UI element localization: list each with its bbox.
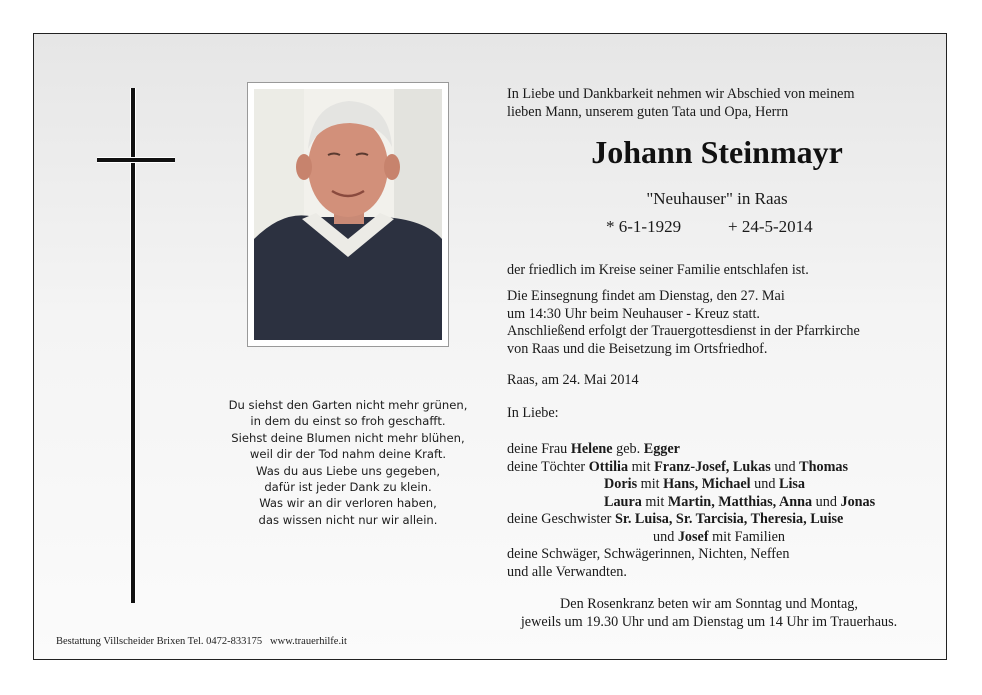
family-name: Sr. Luisa, Sr. Tarcisia, Theresia, Luise xyxy=(614,511,844,527)
family-text: deine Geschwister xyxy=(507,511,615,527)
intro-line: lieben Mann, unserem guten Tata und Opa, Herrn xyxy=(507,103,789,120)
family-text: mit xyxy=(628,458,655,475)
family-name: Jonas xyxy=(840,493,876,510)
memorial-poem xyxy=(218,397,478,528)
family-name: Franz-Josef, Lukas xyxy=(654,458,771,475)
family-text: mit xyxy=(641,493,668,510)
deceased-nickname: "Neuhauser" in Raas xyxy=(646,189,788,208)
portrait-photo xyxy=(254,89,442,340)
intro-line: In Liebe und Dankbarkeit nehmen wir Abschied von meinem xyxy=(507,86,855,102)
poem-line: dafür ist jeder Dank zu klein. xyxy=(264,480,432,495)
deceased-name: Johann Steinmayr xyxy=(591,134,843,170)
birth-date: * 6-1-1929 xyxy=(606,217,682,236)
place-date: Raas, am 24. Mai 2014 xyxy=(507,372,639,388)
poem-line: weil dir der Tod nahm deine Kraft. xyxy=(249,447,447,462)
cross-horizontal-beam xyxy=(97,158,175,162)
family-text: und xyxy=(770,458,800,475)
cross-vertical-beam xyxy=(131,88,135,603)
family-text: und xyxy=(812,493,841,510)
family-text: deine Frau xyxy=(507,441,571,457)
family-row-siblings xyxy=(507,511,927,529)
poem-line: Siehst deine Blumen nicht mehr blühen, xyxy=(231,430,465,445)
funeral-home-footer: Bestattung Villscheider Brixen Tel. 0472-833175 www.trauerhilfe.it xyxy=(56,636,347,647)
ceremony-line: um 14:30 Uhr beim Neuhauser - Kreuz statt. xyxy=(507,305,760,322)
family-row-laura xyxy=(507,494,927,512)
intro-text xyxy=(507,86,927,121)
rosary-notice xyxy=(507,596,911,631)
portrait-illustration xyxy=(254,89,442,340)
poem-line: Was du aus Liebe uns gegeben, xyxy=(255,463,441,478)
family-list xyxy=(507,441,927,581)
ceremony-line: von Raas und die Beisetzung im Ortsfriedhof. xyxy=(507,340,768,357)
family-text: deine Töchter xyxy=(507,458,589,475)
ceremony-line: Die Einsegnung findet am Dienstag, den 27. Mai xyxy=(507,288,785,304)
family-text: mit Familien xyxy=(708,528,786,545)
family-name: Martin, Matthias, Anna xyxy=(667,493,813,510)
family-row-inlaws: deine Schwäger, Schwägerinnen, Nichten, Neffen xyxy=(507,546,790,562)
passing-text: der friedlich im Kreise seiner Familie entschlafen ist. xyxy=(507,262,809,278)
family-name: Josef xyxy=(677,528,709,545)
family-row-doris xyxy=(507,476,927,494)
poem-line: das wissen nicht nur wir allein. xyxy=(258,512,438,527)
poem-line: Was wir an dir verloren haben, xyxy=(259,496,437,511)
family-text: mit xyxy=(637,476,664,492)
poem-line: in dem du einst so froh geschafft. xyxy=(250,414,446,429)
poem-line: Du siehst den Garten nicht mehr grünen, xyxy=(228,398,468,412)
portrait-frame xyxy=(247,82,449,347)
family-text: und xyxy=(750,476,779,492)
family-name: Ottilia xyxy=(588,458,629,475)
family-name: Doris xyxy=(604,476,638,492)
death-date: + 24-5-2014 xyxy=(728,217,813,236)
family-row-wife xyxy=(507,441,927,459)
in-love-label: In Liebe: xyxy=(507,405,559,421)
ceremony-text xyxy=(507,288,927,358)
family-name: Lisa xyxy=(779,476,806,492)
family-name: Egger xyxy=(643,441,680,457)
family-name: Helene xyxy=(570,441,613,457)
rosary-line: Den Rosenkranz beten wir am Sonntag und Montag, xyxy=(560,596,858,612)
family-row-relatives: und alle Verwandten. xyxy=(507,563,627,580)
ceremony-line: Anschließend erfolgt der Trauergottesdienst in der Pfarrkirche xyxy=(507,323,860,339)
rosary-line: jeweils um 19.30 Uhr und am Dienstag um 14 Uhr im Trauerhaus. xyxy=(520,613,898,630)
family-text: geb. xyxy=(612,441,644,457)
family-row-josef xyxy=(507,529,927,547)
family-name: Hans, Michael xyxy=(663,476,751,492)
family-row-daughters xyxy=(507,459,927,477)
family-name: Thomas xyxy=(799,458,849,475)
family-name: Laura xyxy=(604,493,642,510)
family-text: und xyxy=(653,528,678,545)
